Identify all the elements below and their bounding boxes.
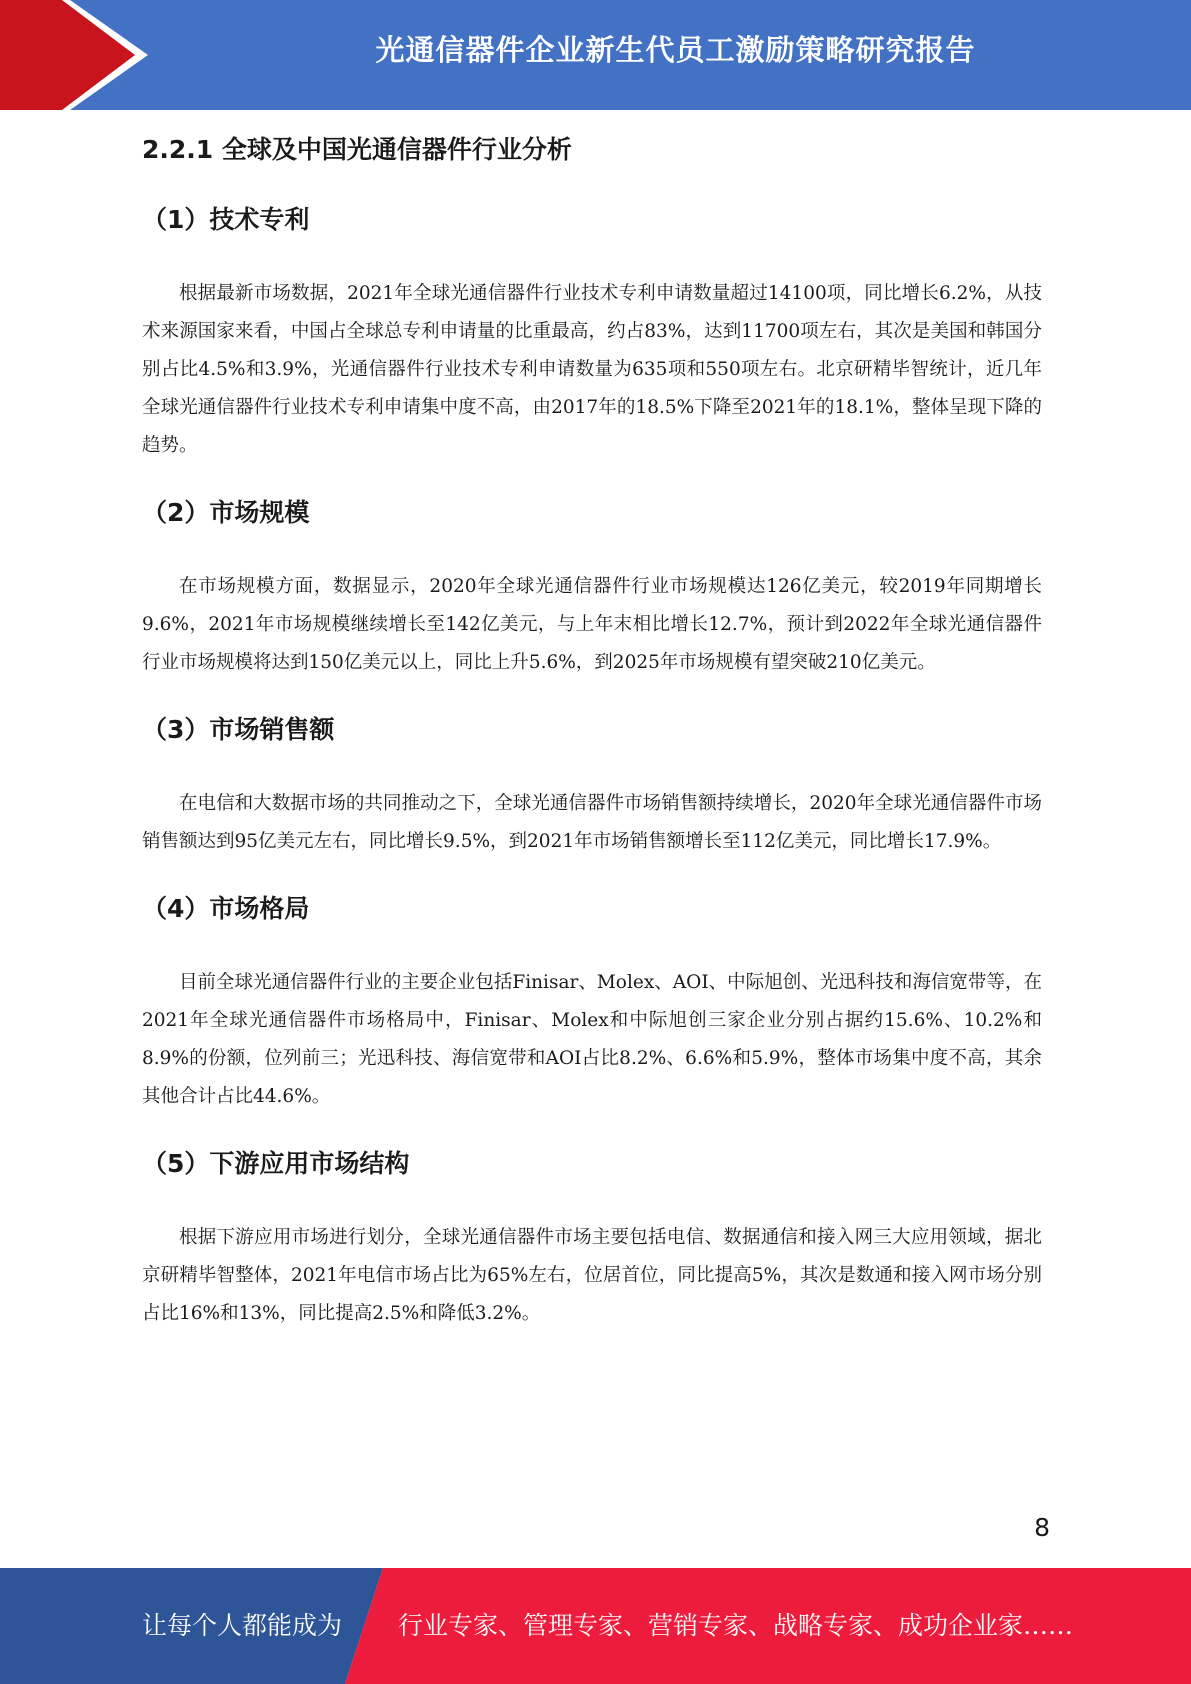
subsection-heading-sales: （3）市场销售额 xyxy=(142,715,335,744)
subsection-heading-downstream: （5）下游应用市场结构 xyxy=(142,1149,410,1178)
subsection-heading-market-size: （2）市场规模 xyxy=(142,498,310,527)
footer-slogan-right: 行业专家、管理专家、营销专家、战略专家、成功企业家…… xyxy=(398,1611,1074,1640)
section-heading: 2.2.1 全球及中国光通信器件行业分析 xyxy=(142,135,572,164)
paragraph-downstream: 根据下游应用市场进行划分，全球光通信器件市场主要包括电信、数据通信和接入网三大应用领域，据北京研精毕智整体，2021年电信市场占比为65%左右，位居首位，同比提高5%，其次是数通和接入网市场分别占比16%和13%，同比提高2.5%和降低3.2%。 xyxy=(142,1227,1042,1324)
page-footer xyxy=(0,1568,1191,1684)
subsection-heading-patents: （1）技术专利 xyxy=(142,205,310,234)
footer-slogan-left: 让每个人都能成为 xyxy=(142,1611,343,1640)
main-content xyxy=(142,128,1042,1333)
page-header xyxy=(0,0,1191,110)
page-number: 8 xyxy=(1034,1513,1050,1542)
paragraph-sales: 在电信和大数据市场的共同推动之下，全球光通信器件市场销售额持续增长，2020年全球光通信器件市场销售额达到95亿美元左右，同比增长9.5%，到2021年市场销售额增长至112亿美元，同比增长17.9%。 xyxy=(142,793,1042,852)
subsection-heading-market-landscape: （4）市场格局 xyxy=(142,894,310,923)
report-title: 光通信器件企业新生代员工激励策略研究报告 xyxy=(375,33,976,67)
paragraph-market-size: 在市场规模方面，数据显示，2020年全球光通信器件行业市场规模达126亿美元，较2019年同期增长9.6%，2021年市场规模继续增长至142亿美元，与上年末相比增长12.7%，预计到2022年全球光通信器件行业市场规模将达到150亿美元以上，同比上升5.6%，到2025年市场规模有望突破210亿美元。 xyxy=(142,576,1042,673)
paragraph-patents: 根据最新市场数据，2021年全球光通信器件行业技术专利申请数量超过14100项，同比增长6.2%，从技术来源国家来看，中国占全球总专利申请量的比重最高，约占83%，达到11700项左右，其次是美国和韩国分别占比4.5%和3.9%，光通信器件行业技术专利申请数量为635项和550项左右。北京研精毕智统计，近几年全球光通信器件行业技术专利申请集中度不高，由2017年的18.5%下降至2021年的18.1%，整体呈现下降的趋势。 xyxy=(142,283,1042,456)
paragraph-market-landscape: 目前全球光通信器件行业的主要企业包括Finisar、Molex、AOI、中际旭创、光迅科技和海信宽带等，在2021年全球光通信器件市场格局中，Finisar、Molex和中际旭创三家企业分别占据约15.6%、10.2%和8.9%的份额，位列前三；光迅科技、海信宽带和AOI占比8.2%、6.6%和5.9%，整体市场集中度不高，其余其他合计占比44.6%。 xyxy=(142,972,1042,1107)
